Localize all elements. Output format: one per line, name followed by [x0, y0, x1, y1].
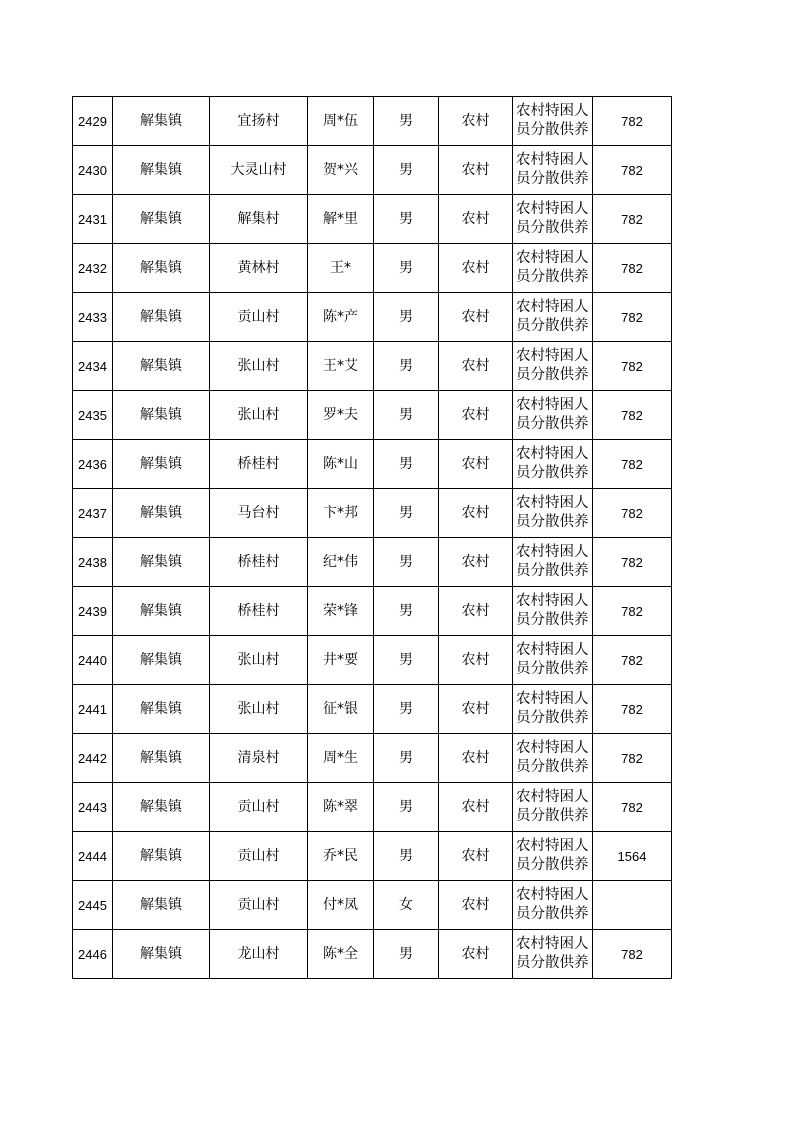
- support-category-cell: 农村特困人员分散供养: [513, 391, 593, 440]
- row-number-cell: 2444: [73, 832, 113, 881]
- town-cell: 解集镇: [113, 783, 210, 832]
- table-row: [73, 636, 672, 685]
- person-name-cell: 付*凤: [308, 881, 374, 930]
- support-category-cell: 农村特困人员分散供养: [513, 636, 593, 685]
- gender-cell: 男: [374, 587, 439, 636]
- area-type-cell: 农村: [439, 97, 513, 146]
- village-cell: 张山村: [210, 636, 308, 685]
- row-number-cell: 2430: [73, 146, 113, 195]
- table-row: [73, 440, 672, 489]
- support-category-cell: 农村特困人员分散供养: [513, 881, 593, 930]
- person-name-cell: 荣*锋: [308, 587, 374, 636]
- amount-cell: 782: [593, 244, 672, 293]
- town-cell: 解集镇: [113, 293, 210, 342]
- amount-cell: 782: [593, 734, 672, 783]
- area-type-cell: 农村: [439, 734, 513, 783]
- table-row: [73, 930, 672, 979]
- person-name-cell: 周*伍: [308, 97, 374, 146]
- gender-cell: 男: [374, 97, 439, 146]
- gender-cell: 男: [374, 146, 439, 195]
- amount-cell: 782: [593, 391, 672, 440]
- person-name-cell: 罗*夫: [308, 391, 374, 440]
- village-cell: 宜扬村: [210, 97, 308, 146]
- support-category-cell: 农村特困人员分散供养: [513, 538, 593, 587]
- table-body: [73, 97, 672, 979]
- village-cell: 贡山村: [210, 832, 308, 881]
- row-number-cell: 2439: [73, 587, 113, 636]
- row-number-cell: 2446: [73, 930, 113, 979]
- person-name-cell: 陈*翠: [308, 783, 374, 832]
- village-cell: 张山村: [210, 342, 308, 391]
- amount-cell: 782: [593, 97, 672, 146]
- gender-cell: 男: [374, 685, 439, 734]
- support-category-cell: 农村特困人员分散供养: [513, 832, 593, 881]
- amount-cell: 782: [593, 783, 672, 832]
- table-row: [73, 538, 672, 587]
- row-number-cell: 2437: [73, 489, 113, 538]
- table-row: [73, 342, 672, 391]
- support-category-cell: 农村特困人员分散供养: [513, 342, 593, 391]
- town-cell: 解集镇: [113, 244, 210, 293]
- amount-cell: 782: [593, 342, 672, 391]
- table-row: [73, 97, 672, 146]
- amount-cell: 782: [593, 489, 672, 538]
- village-cell: 大灵山村: [210, 146, 308, 195]
- person-name-cell: 井*要: [308, 636, 374, 685]
- person-name-cell: 贺*兴: [308, 146, 374, 195]
- person-name-cell: 征*银: [308, 685, 374, 734]
- person-name-cell: 陈*产: [308, 293, 374, 342]
- gender-cell: 男: [374, 783, 439, 832]
- gender-cell: 男: [374, 440, 439, 489]
- town-cell: 解集镇: [113, 587, 210, 636]
- amount-cell: 782: [593, 440, 672, 489]
- row-number-cell: 2442: [73, 734, 113, 783]
- amount-cell: 782: [593, 685, 672, 734]
- area-type-cell: 农村: [439, 293, 513, 342]
- support-category-cell: 农村特困人员分散供养: [513, 587, 593, 636]
- table-row: [73, 881, 672, 930]
- gender-cell: 男: [374, 832, 439, 881]
- town-cell: 解集镇: [113, 832, 210, 881]
- table-row: [73, 832, 672, 881]
- area-type-cell: 农村: [439, 783, 513, 832]
- support-category-cell: 农村特困人员分散供养: [513, 783, 593, 832]
- area-type-cell: 农村: [439, 881, 513, 930]
- table-row: [73, 783, 672, 832]
- person-name-cell: 解*里: [308, 195, 374, 244]
- town-cell: 解集镇: [113, 342, 210, 391]
- person-name-cell: 乔*民: [308, 832, 374, 881]
- town-cell: 解集镇: [113, 930, 210, 979]
- gender-cell: 男: [374, 636, 439, 685]
- village-cell: 黄林村: [210, 244, 308, 293]
- table-row: [73, 244, 672, 293]
- support-category-cell: 农村特困人员分散供养: [513, 195, 593, 244]
- table-row: [73, 489, 672, 538]
- amount-cell: 782: [593, 587, 672, 636]
- village-cell: 解集村: [210, 195, 308, 244]
- village-cell: 贡山村: [210, 293, 308, 342]
- amount-cell: 782: [593, 293, 672, 342]
- town-cell: 解集镇: [113, 97, 210, 146]
- village-cell: 张山村: [210, 685, 308, 734]
- town-cell: 解集镇: [113, 146, 210, 195]
- table-row: [73, 391, 672, 440]
- row-number-cell: 2435: [73, 391, 113, 440]
- village-cell: 贡山村: [210, 881, 308, 930]
- village-cell: 桥桂村: [210, 440, 308, 489]
- amount-cell: 782: [593, 538, 672, 587]
- area-type-cell: 农村: [439, 930, 513, 979]
- area-type-cell: 农村: [439, 685, 513, 734]
- records-table: [72, 96, 672, 979]
- gender-cell: 女: [374, 881, 439, 930]
- area-type-cell: 农村: [439, 636, 513, 685]
- town-cell: 解集镇: [113, 391, 210, 440]
- support-category-cell: 农村特困人员分散供养: [513, 685, 593, 734]
- table-row: [73, 587, 672, 636]
- gender-cell: 男: [374, 489, 439, 538]
- area-type-cell: 农村: [439, 832, 513, 881]
- village-cell: 龙山村: [210, 930, 308, 979]
- row-number-cell: 2433: [73, 293, 113, 342]
- support-category-cell: 农村特困人员分散供养: [513, 930, 593, 979]
- village-cell: 贡山村: [210, 783, 308, 832]
- row-number-cell: 2441: [73, 685, 113, 734]
- town-cell: 解集镇: [113, 195, 210, 244]
- amount-cell: 782: [593, 146, 672, 195]
- amount-cell: 1564: [593, 832, 672, 881]
- gender-cell: 男: [374, 342, 439, 391]
- support-category-cell: 农村特困人员分散供养: [513, 293, 593, 342]
- row-number-cell: 2443: [73, 783, 113, 832]
- village-cell: 清泉村: [210, 734, 308, 783]
- area-type-cell: 农村: [439, 538, 513, 587]
- support-category-cell: 农村特困人员分散供养: [513, 244, 593, 293]
- area-type-cell: 农村: [439, 342, 513, 391]
- row-number-cell: 2438: [73, 538, 113, 587]
- person-name-cell: 王*: [308, 244, 374, 293]
- town-cell: 解集镇: [113, 881, 210, 930]
- row-number-cell: 2436: [73, 440, 113, 489]
- village-cell: 张山村: [210, 391, 308, 440]
- person-name-cell: 王*艾: [308, 342, 374, 391]
- town-cell: 解集镇: [113, 734, 210, 783]
- village-cell: 桥桂村: [210, 538, 308, 587]
- town-cell: 解集镇: [113, 685, 210, 734]
- support-category-cell: 农村特困人员分散供养: [513, 97, 593, 146]
- area-type-cell: 农村: [439, 489, 513, 538]
- table-row: [73, 293, 672, 342]
- table-row: [73, 734, 672, 783]
- person-name-cell: 陈*全: [308, 930, 374, 979]
- area-type-cell: 农村: [439, 391, 513, 440]
- amount-cell: 782: [593, 636, 672, 685]
- person-name-cell: 周*生: [308, 734, 374, 783]
- table-row: [73, 195, 672, 244]
- village-cell: 桥桂村: [210, 587, 308, 636]
- town-cell: 解集镇: [113, 440, 210, 489]
- gender-cell: 男: [374, 734, 439, 783]
- row-number-cell: 2431: [73, 195, 113, 244]
- row-number-cell: 2434: [73, 342, 113, 391]
- row-number-cell: 2429: [73, 97, 113, 146]
- person-name-cell: 陈*山: [308, 440, 374, 489]
- support-category-cell: 农村特困人员分散供养: [513, 440, 593, 489]
- support-category-cell: 农村特困人员分散供养: [513, 734, 593, 783]
- row-number-cell: 2445: [73, 881, 113, 930]
- gender-cell: 男: [374, 293, 439, 342]
- town-cell: 解集镇: [113, 489, 210, 538]
- town-cell: 解集镇: [113, 636, 210, 685]
- area-type-cell: 农村: [439, 195, 513, 244]
- area-type-cell: 农村: [439, 146, 513, 195]
- row-number-cell: 2440: [73, 636, 113, 685]
- gender-cell: 男: [374, 195, 439, 244]
- amount-cell: [593, 881, 672, 930]
- amount-cell: 782: [593, 930, 672, 979]
- gender-cell: 男: [374, 244, 439, 293]
- village-cell: 马台村: [210, 489, 308, 538]
- person-name-cell: 纪*伟: [308, 538, 374, 587]
- table-row: [73, 146, 672, 195]
- gender-cell: 男: [374, 538, 439, 587]
- gender-cell: 男: [374, 930, 439, 979]
- gender-cell: 男: [374, 391, 439, 440]
- support-category-cell: 农村特困人员分散供养: [513, 146, 593, 195]
- support-category-cell: 农村特困人员分散供养: [513, 489, 593, 538]
- area-type-cell: 农村: [439, 440, 513, 489]
- row-number-cell: 2432: [73, 244, 113, 293]
- person-name-cell: 卞*邦: [308, 489, 374, 538]
- town-cell: 解集镇: [113, 538, 210, 587]
- area-type-cell: 农村: [439, 244, 513, 293]
- area-type-cell: 农村: [439, 587, 513, 636]
- amount-cell: 782: [593, 195, 672, 244]
- table-row: [73, 685, 672, 734]
